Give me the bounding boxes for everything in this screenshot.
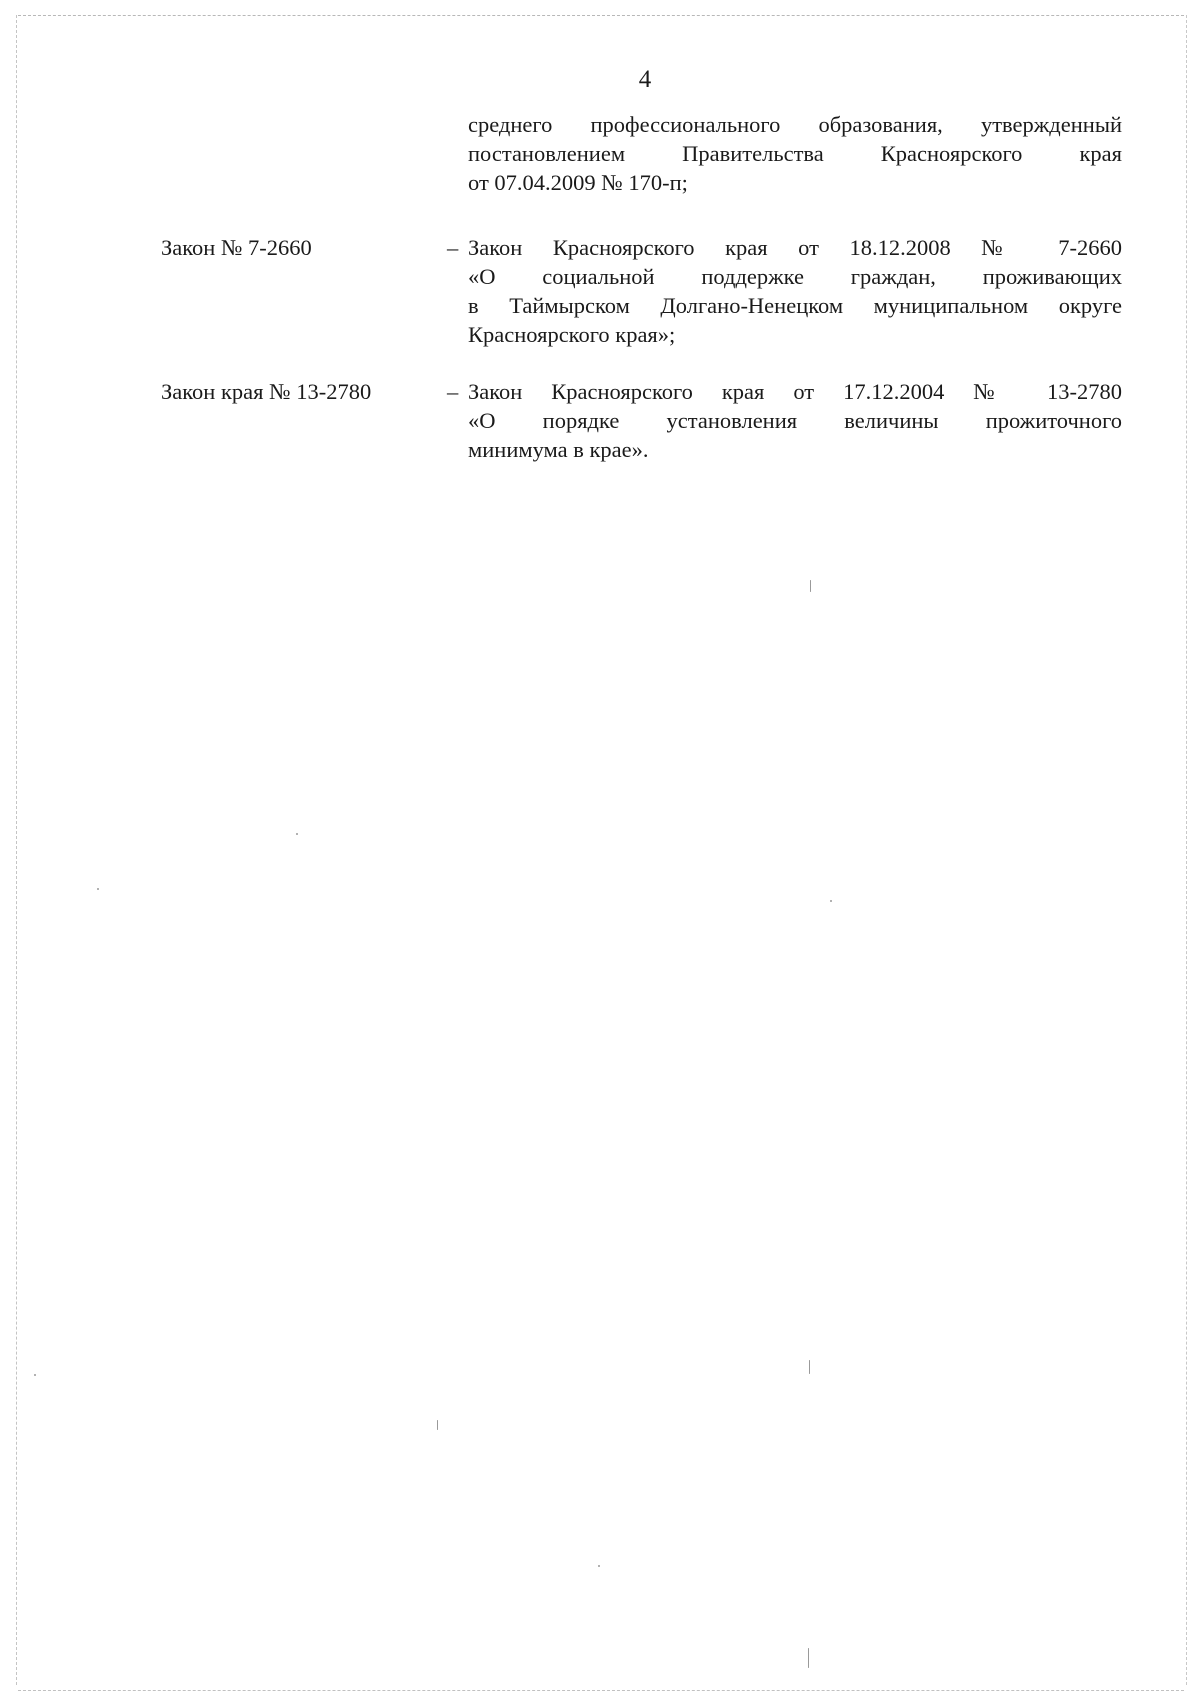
definition-text: [468, 377, 1122, 464]
scan-speck: [598, 1565, 600, 1567]
scan-frame-right: [1186, 15, 1187, 1685]
continuation-line: постановлением Правительства Красноярского края: [468, 141, 1122, 166]
scan-frame-bottom: [18, 1690, 1184, 1691]
scan-frame-top: [18, 15, 1184, 16]
scan-speck: [296, 833, 298, 835]
scan-speck: [34, 1374, 36, 1376]
definition-line: Закон Красноярского края от 17.12.2004 № 13-2780: [468, 379, 1122, 404]
definition-term: Закон края № 13-2780: [161, 379, 372, 404]
definition-term: Закон № 7-2660: [161, 235, 312, 260]
definition-dash: –: [447, 379, 459, 404]
scan-speck: [830, 900, 832, 902]
scan-speck: [810, 580, 811, 592]
scan-speck: [808, 1648, 809, 1668]
scan-speck: [437, 1420, 438, 1430]
definition-line: Закон Красноярского края от 18.12.2008 № 7-2660: [468, 235, 1122, 260]
scan-speck: [97, 888, 99, 890]
definition-text: [468, 233, 1122, 349]
definition-dash: –: [447, 235, 459, 260]
scan-frame-left: [16, 15, 17, 1685]
continuation-line: среднего профессионального образования, утвержденный: [468, 112, 1122, 137]
definition-line: Красноярского края»;: [468, 322, 676, 347]
definition-line: минимума в крае».: [468, 437, 649, 462]
definition-line: «О порядке установления величины прожиточного: [468, 408, 1122, 433]
definition-line: в Таймырском Долгано-Ненецком муниципальном округе: [468, 293, 1122, 318]
continuation-text: [468, 110, 1122, 197]
page-number: 4: [638, 66, 652, 93]
continuation-line: от 07.04.2009 № 170-п;: [468, 170, 688, 195]
scan-speck: [809, 1360, 810, 1374]
definition-line: «О социальной поддержке граждан, проживающих: [468, 264, 1122, 289]
